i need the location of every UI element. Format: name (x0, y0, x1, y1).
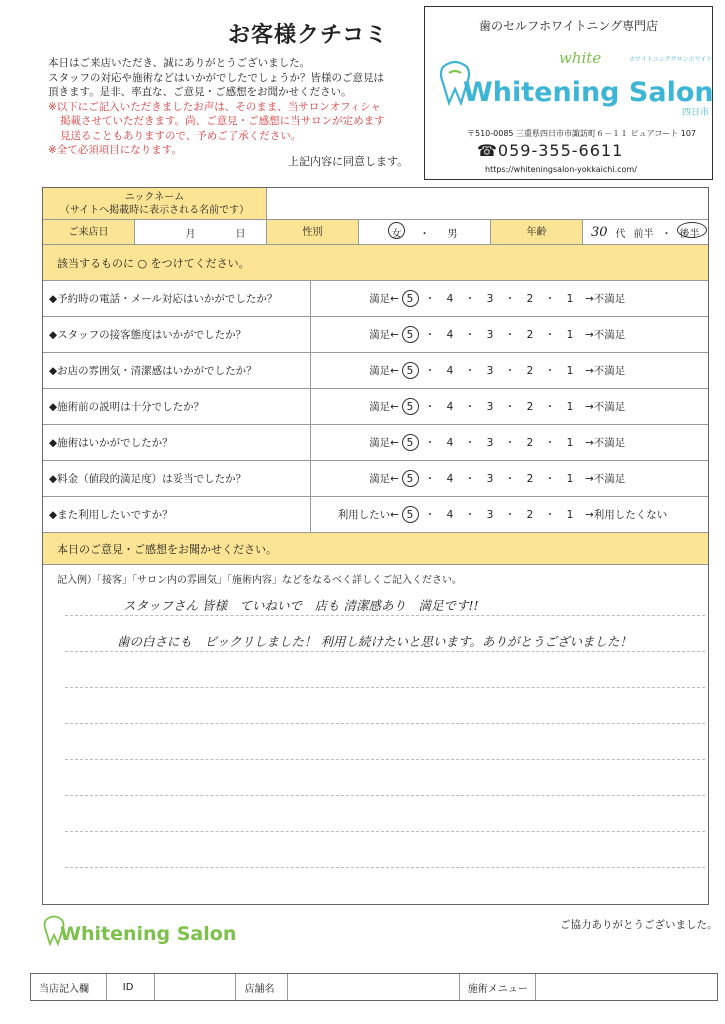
separator-dot: ・ (504, 329, 516, 341)
age-field[interactable] (583, 220, 708, 245)
rating-option-2[interactable]: 2 (526, 508, 534, 521)
comments-label: 本日のご意見・ご感想をお聞かせください。 (43, 533, 708, 565)
store-name-label: 店舗名 (236, 974, 288, 1000)
age-unit: 代 (615, 228, 626, 240)
ruled-line (65, 651, 705, 652)
scale-right-label: →不満足 (585, 329, 626, 341)
rating-scale (311, 353, 708, 389)
separator-dot: ・ (424, 437, 436, 449)
separator-dot: ・ (464, 509, 476, 521)
separator-dot: ・ (544, 509, 556, 521)
rating-option-5[interactable]: 5 (399, 329, 421, 341)
rating-option-4[interactable]: 4 (446, 292, 454, 305)
rating-scale (311, 389, 708, 425)
question-text: ◆施術はいかがでしたか？ (43, 425, 311, 461)
scale-right-label: →不満足 (585, 437, 626, 449)
nickname-sublabel: （サイトへ掲載時に表示される名前です） (59, 204, 250, 216)
rating-option-1[interactable]: 1 (566, 436, 574, 449)
scale-right-label: →不満足 (585, 473, 626, 485)
ruled-line (65, 687, 705, 688)
separator-dot: ・ (504, 437, 516, 449)
selection-circle (677, 222, 707, 238)
scale-left-label: 満足← (369, 401, 399, 413)
scale-left-label: 満足← (369, 365, 399, 377)
gender-male[interactable]: 男 (447, 228, 458, 240)
rating-option-2[interactable]: 2 (526, 292, 534, 305)
ruled-line (65, 831, 705, 832)
stamp-tagline: 歯のセルフホワイトニング専門店 (479, 19, 658, 33)
instruction-bar: 該当するものに ○ をつけてください。 (43, 245, 708, 281)
logo-katakana: ホワイトニングサロンホワイト (629, 56, 713, 63)
age-value: 30 (591, 224, 608, 240)
separator-dot: ・ (544, 401, 556, 413)
store-fill-label: 当店記入欄 (31, 974, 107, 1000)
separator-dot: ・ (419, 228, 430, 240)
smile-icon (449, 71, 461, 73)
notice-line: ※以下にご記入いただきましたお声は、そのまま、当サロンオフィシャ (48, 100, 381, 113)
ruled-line (65, 759, 705, 760)
required-note: ※全て必須項目になります。 (48, 144, 182, 156)
separator-dot: ・ (504, 293, 516, 305)
id-field[interactable] (155, 974, 237, 1000)
rating-option-2[interactable]: 2 (526, 436, 534, 449)
rating-option-1[interactable]: 1 (566, 292, 574, 305)
nickname-field[interactable] (267, 188, 708, 220)
logo-brand: Whitening Salon (463, 77, 714, 108)
shop-stamp (424, 6, 713, 180)
review-form (42, 187, 709, 905)
notice-line: 見送ることもありますので、予めご了承ください。 (60, 129, 302, 142)
example-note: 記入例）「接客」「サロン内の雰囲気」「施術内容」などをなるべく詳しくご記入ください。 (57, 575, 462, 586)
rating-option-5[interactable]: 5 (399, 401, 421, 413)
age-late[interactable]: 後半 (680, 225, 700, 240)
rating-scale (311, 281, 708, 317)
logo-script: white (559, 49, 602, 67)
separator-dot: ・ (424, 401, 436, 413)
rating-scale (311, 461, 708, 497)
scale-left-label: 満足← (369, 293, 399, 305)
rating-option-3[interactable]: 3 (486, 472, 494, 485)
question-text: ◆スタッフの接客態度はいかがでしたか？ (43, 317, 311, 353)
visit-date-field[interactable] (135, 220, 267, 245)
separator-dot: ・ (464, 437, 476, 449)
footer-logo (44, 912, 237, 946)
nickname-label: ニックネーム (124, 191, 185, 203)
rating-option-1[interactable]: 1 (566, 364, 574, 377)
separator-dot: ・ (544, 329, 556, 341)
whitening-salon-logo (439, 49, 714, 125)
month-label: 月 (185, 228, 196, 240)
rating-option-3[interactable]: 3 (486, 400, 494, 413)
separator-dot: ・ (504, 509, 516, 521)
rating-option-1[interactable]: 1 (566, 328, 574, 341)
scale-left-label: 満足← (369, 329, 399, 341)
ruled-line (65, 615, 705, 616)
rating-option-3[interactable]: 3 (486, 292, 494, 305)
rating-option-4[interactable]: 4 (446, 472, 454, 485)
separator-dot: ・ (424, 365, 436, 377)
separator-dot: ・ (504, 365, 516, 377)
rating-option-3[interactable]: 3 (486, 364, 494, 377)
visit-date-label: ご来店日 (43, 220, 135, 245)
separator-dot: ・ (504, 473, 516, 485)
rating-option-4[interactable]: 4 (446, 328, 454, 341)
scale-right-label: →不満足 (585, 365, 626, 377)
rating-option-1[interactable]: 1 (566, 400, 574, 413)
store-name-field[interactable] (288, 974, 459, 1000)
question-text: ◆また利用したいですか？ (43, 497, 311, 533)
gender-label: 性別 (267, 220, 359, 245)
rating-option-5[interactable]: 5 (399, 365, 421, 377)
rating-option-1[interactable]: 1 (566, 508, 574, 521)
selection-circle (388, 222, 405, 239)
question-text: ◆料金（値段的満足度）は妥当でしたか？ (43, 461, 311, 497)
intro-line: スタッフの対応や施術などはいかがでしたでしょうか？皆様のご意見は (48, 71, 384, 84)
rating-option-4[interactable]: 4 (446, 508, 454, 521)
rating-option-4[interactable]: 4 (446, 436, 454, 449)
menu-label: 施術メニュー (460, 974, 536, 1000)
separator-dot: ・ (464, 329, 476, 341)
age-early[interactable]: 前半 (633, 228, 654, 240)
thanks-text: ご協力ありがとうございました。 (560, 919, 718, 931)
separator-dot: ・ (424, 473, 436, 485)
scale-left-label: 利用したい← (337, 509, 399, 521)
separator-dot: ・ (661, 228, 672, 240)
gender-field[interactable] (359, 220, 491, 245)
nickname-label-cell (43, 188, 267, 220)
footer-brand: Whitening Salon (60, 923, 237, 945)
rating-scale (311, 425, 708, 461)
question-text: ◆予約時の電話・メール対応はいかがでしたか？ (43, 281, 311, 317)
store-use-table (30, 973, 718, 1001)
rating-scale (311, 317, 708, 353)
question-text: ◆施術前の説明は十分でしたか？ (43, 389, 311, 425)
scale-left-label: 満足← (369, 473, 399, 485)
rating-option-3[interactable]: 3 (486, 508, 494, 521)
rating-scale (311, 497, 708, 533)
rating-option-2[interactable]: 2 (526, 400, 534, 413)
day-label: 日 (235, 228, 246, 240)
intro-line: 頂きます。是非、率直な、ご意見・ご感想をお聞かせください。 (48, 86, 352, 98)
agree-text: 上記内容に同意します。 (288, 155, 409, 168)
shop-url: https://whiteningsalon-yokkaichi.com/ (485, 165, 637, 174)
separator-dot: ・ (424, 329, 436, 341)
separator-dot: ・ (464, 293, 476, 305)
rating-option-4[interactable]: 4 (446, 364, 454, 377)
separator-dot: ・ (464, 401, 476, 413)
rating-option-5[interactable]: 5 (399, 473, 421, 485)
scale-left-label: 満足← (369, 437, 399, 449)
scale-right-label: →不満足 (585, 293, 626, 305)
rating-option-5[interactable]: 5 (399, 293, 421, 305)
intro-text (48, 56, 428, 158)
separator-dot: ・ (544, 293, 556, 305)
age-label: 年齢 (491, 220, 583, 245)
separator-dot: ・ (424, 293, 436, 305)
id-label: ID (107, 974, 155, 1000)
rating-option-3[interactable]: 3 (486, 328, 494, 341)
gender-female[interactable]: 女 (392, 225, 402, 240)
notice-line: 掲載させていただきます。尚、ご意見・ご感想に当サロンが定めます (60, 115, 385, 127)
rating-option-1[interactable]: 1 (566, 472, 574, 485)
separator-dot: ・ (464, 473, 476, 485)
shop-address: 〒510-0085 三重県四日市市諏訪町６－１１ ピュアコート 107 (467, 129, 697, 138)
rating-option-2[interactable]: 2 (526, 364, 534, 377)
scale-right-label: →不満足 (585, 401, 626, 413)
page-title: お客様クチコミ (228, 23, 389, 48)
menu-field[interactable] (536, 974, 717, 1000)
separator-dot: ・ (464, 365, 476, 377)
shop-phone: ☎059-355-6611 (477, 141, 624, 160)
rating-option-5[interactable]: 5 (399, 509, 421, 521)
separator-dot: ・ (544, 473, 556, 485)
logo-city: 四日市 (682, 108, 710, 118)
ruled-line (65, 795, 705, 796)
separator-dot: ・ (504, 401, 516, 413)
rating-option-4[interactable]: 4 (446, 400, 454, 413)
rating-option-2[interactable]: 2 (526, 328, 534, 341)
scale-right-label: →利用したくない (585, 509, 668, 521)
separator-dot: ・ (544, 437, 556, 449)
rating-option-3[interactable]: 3 (486, 436, 494, 449)
handwritten-comment-1: スタッフさん 皆様 ていねいで 店も 清潔感あり 満足です!! (123, 598, 479, 613)
ruled-line (65, 723, 705, 724)
ruled-line (65, 867, 705, 868)
intro-line: 本日はご来店いただき、誠にありがとうございました。 (48, 57, 311, 69)
separator-dot: ・ (544, 365, 556, 377)
rating-option-2[interactable]: 2 (526, 472, 534, 485)
handwritten-comment-2: 歯の白さにも ビックリしました！ 利用し続けたいと思います。ありがとうございました！ (117, 634, 632, 649)
question-text: ◆お店の雰囲気・清潔感はいかがでしたか？ (43, 353, 311, 389)
separator-dot: ・ (424, 509, 436, 521)
rating-option-5[interactable]: 5 (399, 437, 421, 449)
